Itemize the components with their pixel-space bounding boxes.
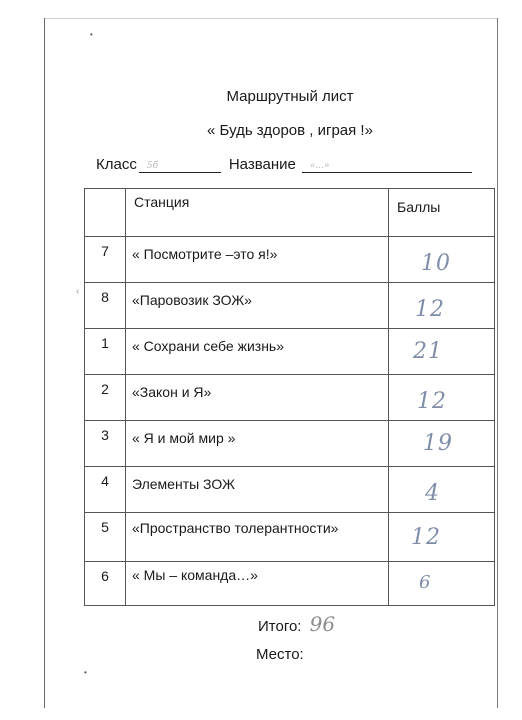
score-value: 12 [415,297,445,322]
station-name: « Я и мой мир » [132,430,236,446]
name-value: «...» [309,161,330,171]
station-name: « Мы – команда…» [132,567,258,583]
table-row [85,283,495,329]
table-row [85,467,495,513]
class-value: 5б [146,161,159,171]
document-subtitle: « Будь здоров , играя !» [207,122,373,139]
score-value: 10 [421,251,451,276]
station-name: «Паровозик ЗОЖ» [132,292,252,308]
class-label: Класс [96,156,137,173]
station-number: 7 [101,243,109,259]
station-name: «Пространство толерантности» [132,520,339,536]
name-label: Название [228,156,296,173]
document-title: Маршрутный лист [226,88,354,105]
corner-mark: • [84,668,87,677]
station-number: 8 [101,289,109,305]
table-row [85,513,495,562]
score-value: 6 [419,572,432,593]
header-station-cell [126,189,389,237]
score-value: 21 [413,339,443,364]
place-label: Место: [256,646,304,663]
table-row [85,329,495,375]
header-number-cell [85,189,126,237]
header-score: Баллы [397,199,441,215]
station-name: Элементы ЗОЖ [132,476,235,492]
station-number: 1 [101,335,109,351]
station-number: 5 [101,519,109,535]
header-station: Станция [134,194,190,210]
class-field [139,156,221,173]
place-line [256,646,304,663]
table-row [85,237,495,283]
score-value: 4 [425,481,440,506]
station-number: 4 [101,473,109,489]
station-number: 6 [101,568,109,584]
score-value: 12 [411,525,441,550]
table-row [85,421,495,467]
table-header-row [85,189,495,237]
station-name: « Посмотрите –это я!» [132,246,278,262]
score-value: 12 [417,389,447,414]
total-line [258,612,335,636]
margin-mark: ‹ [76,286,80,297]
corner-mark: • [90,30,93,39]
total-label: Итого: [258,618,302,635]
header-score-cell [389,189,495,237]
station-name: «Закон и Я» [132,384,212,400]
route-table [84,188,495,606]
table-row [85,562,495,606]
station-number: 3 [101,427,109,443]
station-name: « Сохрани себе жизнь» [132,338,285,354]
name-field [302,156,472,173]
total-value: 96 [309,612,336,636]
score-value: 19 [423,431,453,456]
station-number: 2 [101,381,109,397]
class-name-row [96,156,472,173]
table-row [85,375,495,421]
